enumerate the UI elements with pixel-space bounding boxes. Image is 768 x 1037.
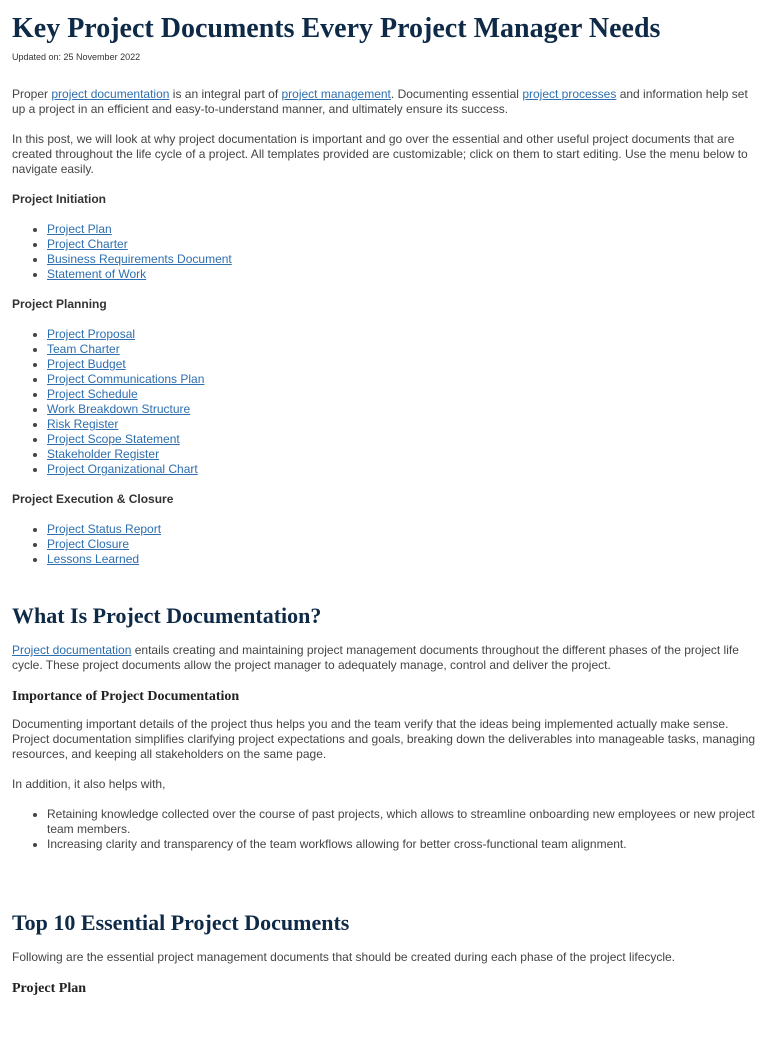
section-spacer	[12, 582, 756, 603]
list-item	[47, 552, 756, 567]
intro-text: . Documenting essential	[390, 87, 523, 101]
list-item	[47, 447, 756, 462]
menu-link-wbs[interactable]: Work Breakdown Structure	[47, 402, 191, 416]
benefits-list	[12, 807, 756, 852]
menu-link-org-chart[interactable]: Project Organizational Chart	[47, 462, 198, 476]
list-item	[47, 417, 756, 432]
execution-list	[12, 522, 756, 567]
list-item	[47, 387, 756, 402]
list-item	[47, 432, 756, 447]
list-item	[47, 342, 756, 357]
menu-link-project-charter[interactable]: Project Charter	[47, 237, 128, 251]
project-documentation-link[interactable]: project documentation	[51, 87, 170, 101]
updated-date: Updated on: 25 November 2022	[12, 52, 141, 62]
menu-link-project-schedule[interactable]: Project Schedule	[47, 387, 138, 401]
article	[0, 13, 768, 997]
importance-heading: Importance of Project Documentation	[12, 689, 240, 704]
initiation-heading: Project Initiation	[12, 192, 107, 206]
list-item	[47, 537, 756, 552]
intro-paragraph-2: In this post, we will look at why project documentation is important and go over the essential and other useful project documents that are created throughout the life cycle of a project. All templates provided are customizable; click on them to start editing. Use the menu below to navigate easily.	[12, 132, 748, 176]
section-heading-what-is: What Is Project Documentation?	[12, 603, 322, 628]
list-item	[47, 267, 756, 282]
menu-link-project-plan[interactable]: Project Plan	[47, 222, 112, 236]
menu-link-team-charter[interactable]: Team Charter	[47, 342, 120, 356]
intro-text: and information help set up a project in an efficient and easy-to-understand manner, and ultimately ensure its success.	[12, 87, 748, 116]
menu-link-risk-register[interactable]: Risk Register	[47, 417, 119, 431]
section-heading-top-10: Top 10 Essential Project Documents	[12, 910, 350, 935]
list-item	[47, 522, 756, 537]
planning-heading: Project Planning	[12, 297, 107, 311]
list-item	[47, 222, 756, 237]
intro-text: Proper	[12, 87, 52, 101]
list-item	[47, 357, 756, 372]
list-item	[47, 252, 756, 267]
list-item	[47, 462, 756, 477]
definition-paragraph	[12, 643, 756, 673]
top-10-intro: Following are the essential project management documents that should be created during each phase of the project lifecycle.	[12, 950, 676, 964]
menu-link-business-requirements[interactable]: Business Requirements Document	[47, 252, 232, 266]
project-documentation-link[interactable]: Project documentation	[12, 643, 132, 657]
list-item: • Retaining knowledge collected over the course of past projects, which allows to streamline onboarding new employees or new project team members.	[47, 807, 756, 837]
project-management-link[interactable]: project management	[281, 87, 391, 101]
project-plan-heading: Project Plan	[12, 981, 86, 996]
menu-link-lessons-learned[interactable]: Lessons Learned	[47, 552, 140, 566]
importance-paragraph: Documenting important details of the project thus helps you and the team verify that the ideas being implemented actually make sense. Project documentation simplifies clarifying project expectations and goals, breaking down the deliverables into manageable tasks, managing resources, and keeping all stakeholders on the same page.	[12, 717, 756, 761]
page-title: Key Project Documents Every Project Manager Needs	[12, 13, 661, 44]
list-item	[47, 402, 756, 417]
menu-link-scope-statement[interactable]: Project Scope Statement	[47, 432, 180, 446]
menu-link-project-closure[interactable]: Project Closure	[47, 537, 130, 551]
initiation-list	[12, 222, 756, 282]
menu-link-statement-of-work[interactable]: Statement of Work	[47, 267, 147, 281]
menu-link-stakeholder-register[interactable]: Stakeholder Register	[47, 447, 160, 461]
planning-list	[12, 327, 756, 477]
in-addition-paragraph: In addition, it also helps with,	[12, 777, 166, 791]
execution-heading: Project Execution & Closure	[12, 492, 174, 506]
menu-link-status-report[interactable]: Project Status Report	[47, 522, 162, 536]
definition-text: entails creating and maintaining project management documents throughout the different phases of the project life cycle. These project documents allow the project manager to adequately manage, control and deliver the project.	[12, 643, 739, 672]
list-item	[47, 237, 756, 252]
menu-link-communications-plan[interactable]: Project Communications Plan	[47, 372, 205, 386]
list-item	[47, 327, 756, 342]
menu-link-project-proposal[interactable]: Project Proposal	[47, 327, 136, 341]
intro-paragraph-1	[12, 87, 756, 117]
project-processes-link[interactable]: project processes	[522, 87, 617, 101]
list-item	[47, 372, 756, 387]
list-item: • Increasing clarity and transparency of the team workflows allowing for better cross-functional team alignment.	[47, 837, 756, 852]
section-spacer	[12, 867, 756, 910]
intro-text: is an integral part of	[169, 87, 282, 101]
menu-link-project-budget[interactable]: Project Budget	[47, 357, 126, 371]
